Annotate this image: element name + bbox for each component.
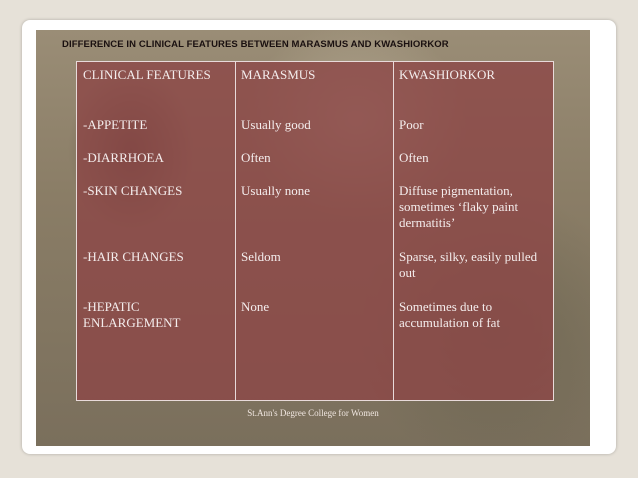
marasmus-diarrhoea: Often — [241, 150, 271, 165]
slide-title: DIFFERENCE IN CLINICAL FEATURES BETWEEN MARASMUS AND KWASHIORKOR — [62, 39, 449, 50]
kwashiorkor-hair-changes: Sparse, silky, easily pulled out — [399, 249, 538, 280]
marasmus-hair-changes: Seldom — [241, 249, 281, 264]
column-divider — [235, 62, 236, 400]
slide — [36, 30, 590, 446]
header-clinical-features: CLINICAL FEATURES — [83, 67, 211, 82]
kwashiorkor-appetite: Poor — [399, 117, 424, 132]
slide-footer: St.Ann's Degree College for Women — [247, 408, 379, 418]
marasmus-hepatic-enlargement: None — [241, 299, 270, 314]
feature-appetite: -APPETITE — [83, 117, 148, 132]
comparison-table — [76, 61, 554, 401]
marasmus-skin-changes: Usually none — [241, 183, 310, 198]
header-kwashiorkor: KWASHIORKOR — [399, 67, 496, 82]
feature-hepatic-enlargement: -HEPATIC ENLARGEMENT — [83, 299, 181, 330]
kwashiorkor-skin-changes: Diffuse pigmentation, sometimes ‘flaky paint dermatitis’ — [399, 183, 519, 230]
kwashiorkor-diarrhoea: Often — [399, 150, 429, 165]
feature-skin-changes: -SKIN CHANGES — [83, 183, 183, 198]
column-divider — [393, 62, 394, 400]
header-marasmus: MARASMUS — [241, 67, 316, 82]
feature-diarrhoea: -DIARRHOEA — [83, 150, 164, 165]
kwashiorkor-hepatic-enlargement: Sometimes due to accumulation of fat — [399, 299, 501, 330]
marasmus-appetite: Usually good — [241, 117, 311, 132]
feature-hair-changes: -HAIR CHANGES — [83, 249, 184, 264]
